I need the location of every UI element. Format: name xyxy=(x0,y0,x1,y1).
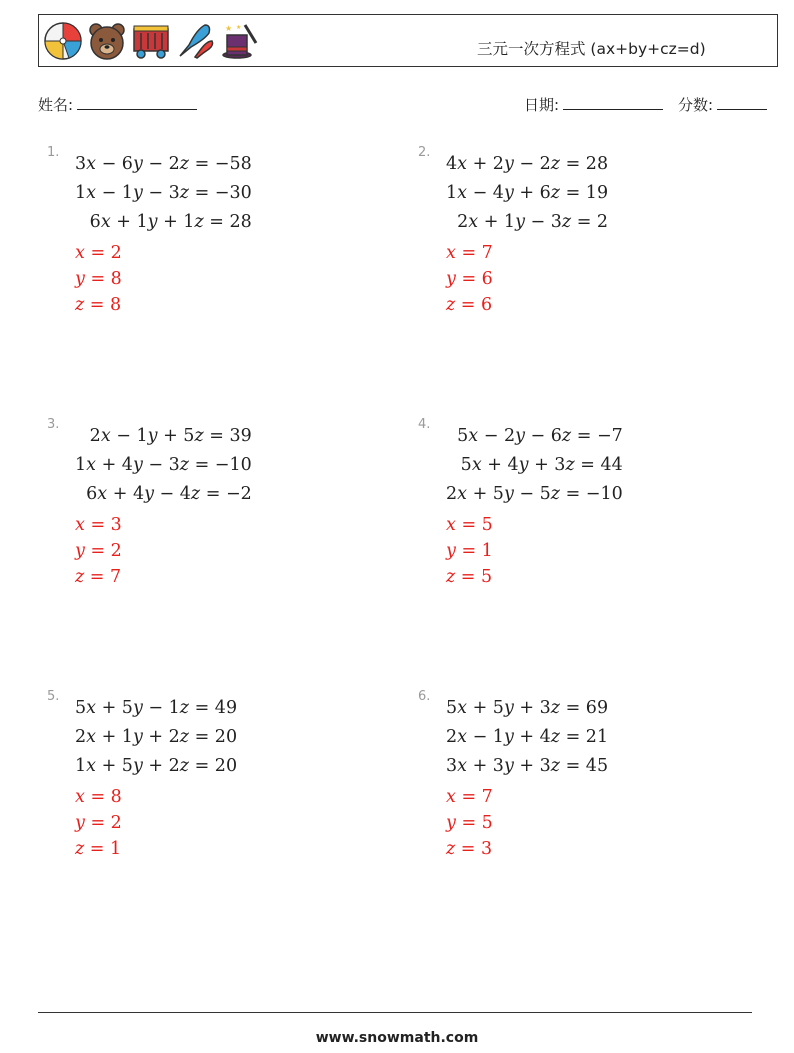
variable: x xyxy=(457,484,468,504)
coefficient: − 2 xyxy=(513,154,551,174)
variable: x xyxy=(446,243,456,263)
equation-rhs: = 20 xyxy=(189,727,238,747)
equation xyxy=(446,150,608,179)
coefficient: − 2 xyxy=(142,154,180,174)
variable: z xyxy=(179,183,190,203)
equation xyxy=(75,723,237,752)
equation-rhs: = 49 xyxy=(189,698,238,718)
equation xyxy=(75,694,237,723)
equation xyxy=(446,694,608,723)
equation xyxy=(446,422,623,451)
problem-number: 5. xyxy=(47,689,60,704)
equation-rhs: = 19 xyxy=(560,183,609,203)
coefficient: − 3 xyxy=(524,212,562,232)
equation-system xyxy=(75,150,252,237)
equation-rhs: = −10 xyxy=(189,455,252,475)
variable: z xyxy=(194,212,204,232)
answer-x xyxy=(446,784,493,810)
variable: z xyxy=(550,154,561,174)
coefficient: 5 xyxy=(457,426,469,446)
coefficient: − 3 xyxy=(142,455,180,475)
problem-number: 2. xyxy=(418,145,431,160)
coefficient: + 3 xyxy=(467,756,504,776)
equation xyxy=(75,179,252,208)
variable: x xyxy=(86,727,97,747)
variable: x xyxy=(457,698,468,718)
answer-value: = 6 xyxy=(455,269,493,289)
coefficient: − 4 xyxy=(153,484,191,504)
equation-rhs: = −30 xyxy=(189,183,252,203)
coefficient: 6 xyxy=(89,212,101,232)
answer-y xyxy=(75,810,122,836)
answer-z xyxy=(75,564,122,590)
worksheet-header xyxy=(38,14,778,67)
variable: x xyxy=(457,727,468,747)
variable: y xyxy=(147,212,158,232)
variable: y xyxy=(503,698,514,718)
variable: z xyxy=(446,295,456,315)
juggling-pin-icon xyxy=(175,21,215,61)
coefficient: + 5 xyxy=(467,698,504,718)
equation xyxy=(446,723,608,752)
coefficient: 1 xyxy=(75,183,87,203)
coefficient: − 1 xyxy=(96,183,133,203)
answer-x xyxy=(75,240,122,266)
answer-value: = 2 xyxy=(84,243,122,263)
variable: x xyxy=(100,212,111,232)
coefficient: + 5 xyxy=(157,426,195,446)
variable: y xyxy=(503,484,514,504)
coefficient: − 5 xyxy=(513,484,551,504)
variable: z xyxy=(550,484,561,504)
variable: y xyxy=(503,727,514,747)
answer-value: = 8 xyxy=(84,787,122,807)
equation-system xyxy=(446,422,623,509)
answer-value: = 5 xyxy=(455,813,493,833)
variable: x xyxy=(86,154,97,174)
coefficient: + 4 xyxy=(481,455,519,475)
coefficient: − 6 xyxy=(96,154,133,174)
equation-rhs: = 45 xyxy=(560,756,609,776)
variable: y xyxy=(132,756,143,776)
variable: z xyxy=(75,839,85,859)
variable: x xyxy=(468,212,479,232)
coefficient: + 5 xyxy=(96,756,133,776)
coefficient: + 3 xyxy=(513,756,551,776)
variable: z xyxy=(446,839,456,859)
date-label: 日期: xyxy=(524,96,560,114)
variable: x xyxy=(75,515,85,535)
variable: x xyxy=(468,426,479,446)
footer-url: www.snowmath.com xyxy=(315,1030,479,1046)
coefficient: 5 xyxy=(446,698,458,718)
coefficient: + 3 xyxy=(513,698,551,718)
coefficient: + 4 xyxy=(513,727,551,747)
coefficient: − 1 xyxy=(110,426,148,446)
variable: y xyxy=(446,541,456,561)
svg-text:★: ★ xyxy=(225,24,233,33)
coefficient: 6 xyxy=(86,484,98,504)
coefficient: + 2 xyxy=(142,727,180,747)
variable: y xyxy=(515,426,525,446)
coefficient: 2 xyxy=(89,426,101,446)
variable: z xyxy=(194,426,204,446)
answer-z xyxy=(446,836,493,862)
coefficient: 2 xyxy=(446,727,458,747)
coefficient: + 5 xyxy=(467,484,504,504)
coefficient: 2 xyxy=(446,484,458,504)
variable: z xyxy=(179,756,190,776)
equation-rhs: = 28 xyxy=(560,154,609,174)
equation-rhs: = 20 xyxy=(189,756,238,776)
answer-block xyxy=(446,240,493,318)
answer-value: = 7 xyxy=(455,787,493,807)
score-field xyxy=(678,94,767,115)
answer-value: = 8 xyxy=(84,295,122,315)
variable: x xyxy=(446,515,456,535)
coefficient: + 4 xyxy=(107,484,145,504)
variable: z xyxy=(75,567,85,587)
equation-rhs: = 28 xyxy=(203,212,252,232)
equation-system xyxy=(446,694,608,781)
variable: z xyxy=(179,698,190,718)
coefficient: + 5 xyxy=(96,698,133,718)
coefficient: − 3 xyxy=(142,183,180,203)
variable: z xyxy=(179,727,190,747)
answer-value: = 7 xyxy=(455,243,493,263)
answer-value: = 1 xyxy=(455,541,493,561)
coefficient: + 2 xyxy=(467,154,504,174)
answer-block xyxy=(75,512,122,590)
equation-rhs: = −58 xyxy=(189,154,252,174)
equation-rhs: = 44 xyxy=(574,455,623,475)
equation xyxy=(446,480,623,509)
svg-text:★: ★ xyxy=(236,24,242,31)
answer-x xyxy=(75,784,122,810)
variable: y xyxy=(132,698,143,718)
answer-x xyxy=(446,512,493,538)
equation-system xyxy=(75,422,252,509)
equation-system xyxy=(75,694,237,781)
variable: z xyxy=(550,727,561,747)
coefficient: + 1 xyxy=(157,212,195,232)
answer-z xyxy=(75,836,122,862)
coefficient: 1 xyxy=(446,183,458,203)
coefficient: 5 xyxy=(460,455,472,475)
answer-y xyxy=(75,538,122,564)
coefficient: + 4 xyxy=(96,455,133,475)
coefficient: + 1 xyxy=(96,727,133,747)
equation xyxy=(75,208,252,237)
name-label: 姓名: xyxy=(38,96,74,114)
equation xyxy=(446,179,608,208)
answer-value: = 3 xyxy=(455,839,493,859)
equation xyxy=(75,480,252,509)
variable: y xyxy=(503,154,514,174)
answer-value: = 5 xyxy=(455,567,493,587)
coefficient: 1 xyxy=(75,756,87,776)
variable: x xyxy=(457,154,468,174)
answer-value: = 6 xyxy=(455,295,493,315)
problem-number: 3. xyxy=(47,417,60,432)
answer-y xyxy=(446,538,493,564)
variable: x xyxy=(457,756,468,776)
variable: y xyxy=(75,813,85,833)
variable: z xyxy=(565,455,575,475)
answer-value: = 7 xyxy=(84,567,122,587)
variable: x xyxy=(100,426,111,446)
coefficient: − 2 xyxy=(478,426,516,446)
coefficient: − 6 xyxy=(524,426,562,446)
equation xyxy=(446,451,623,480)
variable: x xyxy=(86,183,97,203)
equation-rhs: = 39 xyxy=(203,426,252,446)
score-label: 分数: xyxy=(678,96,714,114)
coefficient: 4 xyxy=(446,154,458,174)
variable: y xyxy=(75,269,85,289)
variable: z xyxy=(75,295,85,315)
score-blank[interactable] xyxy=(717,95,767,110)
header-icons xyxy=(43,21,259,61)
equation xyxy=(446,752,608,781)
equation xyxy=(75,422,252,451)
date-blank[interactable] xyxy=(563,95,663,110)
coefficient: 5 xyxy=(75,698,87,718)
coefficient: 3 xyxy=(446,756,458,776)
variable: y xyxy=(132,455,143,475)
variable: z xyxy=(550,698,561,718)
variable: y xyxy=(446,813,456,833)
answer-value: = 2 xyxy=(84,813,122,833)
answer-z xyxy=(75,292,122,318)
coefficient: − 4 xyxy=(467,183,504,203)
equation-rhs: = −7 xyxy=(571,426,623,446)
variable: y xyxy=(503,756,514,776)
variable: y xyxy=(144,484,154,504)
equation xyxy=(75,150,252,179)
variable: x xyxy=(86,756,97,776)
equation xyxy=(75,451,252,480)
coefficient: 2 xyxy=(457,212,469,232)
answer-z xyxy=(446,292,493,318)
date-field xyxy=(524,94,663,115)
coefficient: + 1 xyxy=(478,212,516,232)
variable: y xyxy=(518,455,529,475)
coefficient: + 3 xyxy=(528,455,566,475)
variable: y xyxy=(515,212,525,232)
name-blank[interactable] xyxy=(77,95,197,110)
coefficient: 2 xyxy=(75,727,87,747)
answer-value: = 3 xyxy=(84,515,122,535)
variable: z xyxy=(190,484,201,504)
worksheet-title: 三元一次方程式 (ax+by+cz=d) xyxy=(477,40,706,58)
coefficient: + 1 xyxy=(110,212,148,232)
variable: z xyxy=(179,455,190,475)
variable: x xyxy=(471,455,482,475)
coefficient: + 6 xyxy=(513,183,551,203)
answer-x xyxy=(446,240,493,266)
answer-y xyxy=(446,266,493,292)
variable: z xyxy=(446,567,456,587)
circus-wagon-icon xyxy=(131,21,171,61)
variable: x xyxy=(86,698,97,718)
bear-face-icon xyxy=(87,21,127,61)
answer-value: = 1 xyxy=(84,839,122,859)
variable: x xyxy=(457,183,468,203)
equation xyxy=(446,208,608,237)
problem-number: 1. xyxy=(47,145,60,160)
coefficient: 3 xyxy=(75,154,87,174)
equation-rhs: = 21 xyxy=(560,727,609,747)
variable: y xyxy=(147,426,158,446)
coefficient: − 1 xyxy=(467,727,504,747)
equation xyxy=(75,752,237,781)
variable: y xyxy=(446,269,456,289)
beach-ball-icon xyxy=(43,21,83,61)
answer-y xyxy=(75,266,122,292)
variable: y xyxy=(132,727,143,747)
coefficient: + 2 xyxy=(142,756,180,776)
variable: x xyxy=(86,455,97,475)
variable: z xyxy=(179,154,190,174)
answer-value: = 5 xyxy=(455,515,493,535)
variable: y xyxy=(132,154,143,174)
answer-block xyxy=(75,784,122,862)
answer-value: = 8 xyxy=(84,269,122,289)
equation-rhs: = 2 xyxy=(571,212,609,232)
variable: x xyxy=(446,787,456,807)
answer-x xyxy=(75,512,122,538)
variable: z xyxy=(561,212,572,232)
variable: y xyxy=(132,183,143,203)
answer-z xyxy=(446,564,493,590)
answer-y xyxy=(446,810,493,836)
equation-rhs: = −10 xyxy=(560,484,623,504)
equation-rhs: = 69 xyxy=(560,698,609,718)
answer-block xyxy=(446,784,493,862)
answer-block xyxy=(446,512,493,590)
magic-hat-icon xyxy=(219,21,259,61)
variable: y xyxy=(503,183,514,203)
footer-divider xyxy=(38,1012,752,1013)
variable: z xyxy=(550,756,561,776)
variable: x xyxy=(97,484,108,504)
equation-system xyxy=(446,150,608,237)
problem-number: 6. xyxy=(418,689,431,704)
variable: x xyxy=(75,243,85,263)
variable: x xyxy=(75,787,85,807)
name-field xyxy=(38,94,197,115)
variable: y xyxy=(75,541,85,561)
answer-value: = 2 xyxy=(84,541,122,561)
problem-number: 4. xyxy=(418,417,431,432)
coefficient: 1 xyxy=(75,455,87,475)
equation-rhs: = −2 xyxy=(200,484,252,504)
coefficient: − 1 xyxy=(142,698,180,718)
answer-block xyxy=(75,240,122,318)
variable: z xyxy=(561,426,572,446)
variable: z xyxy=(550,183,561,203)
